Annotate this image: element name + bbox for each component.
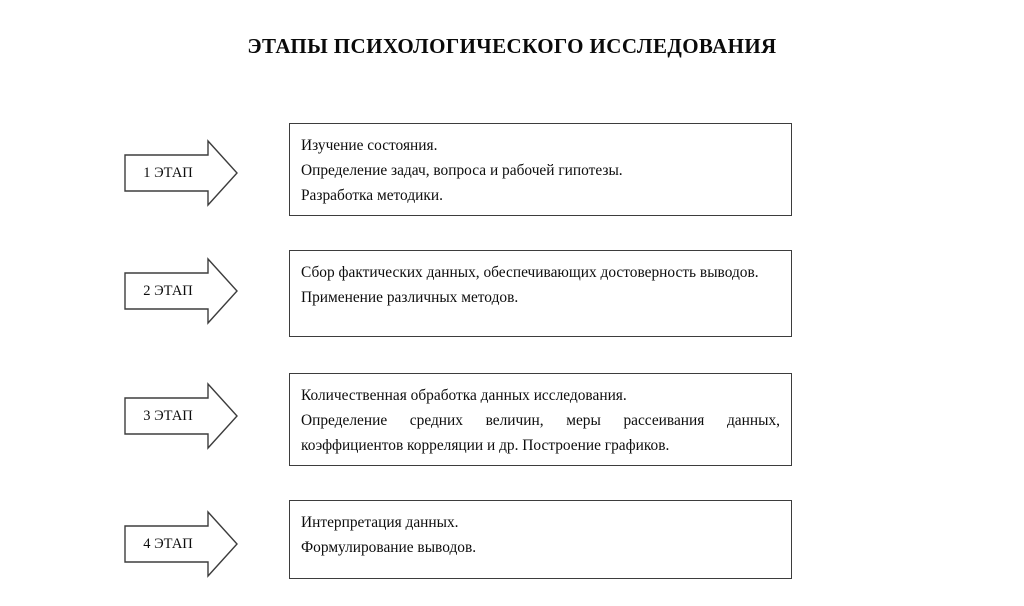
stage-arrow-label-3: 3 ЭТАП	[143, 408, 193, 424]
stage-box-line: Сбор фактических данных, обеспечивающих достоверность выводов.	[301, 264, 759, 281]
page-title: ЭТАПЫ ПСИХОЛОГИЧЕСКОГО ИССЛЕДОВАНИЯ	[247, 34, 777, 58]
stage-box-line: Количественная обработка данных исследования.	[301, 387, 627, 404]
stage-box-3	[289, 373, 792, 466]
stage-box-line: Определение средних величин, меры рассеивания данных, коэффициентов корреляции и др. Построение графиков.	[301, 412, 780, 454]
stage-box-line: Изучение состояния.	[301, 137, 438, 154]
stage-arrow-label-2: 2 ЭТАП	[143, 283, 193, 299]
stage-box-line: Формулирование выводов.	[301, 539, 477, 556]
stage-box-4	[289, 500, 792, 579]
stage-box-1	[289, 123, 792, 216]
stage-arrow-label-4: 4 ЭТАП	[143, 536, 193, 552]
stage-box-line: Разработка методики.	[301, 187, 443, 204]
stage-arrow-label-1: 1 ЭТАП	[143, 165, 193, 181]
stage-box-line: Определение задач, вопроса и рабочей гипотезы.	[301, 162, 623, 179]
stage-box-line: Применение различных методов.	[301, 289, 519, 306]
stage-box-2	[289, 250, 792, 337]
stage-box-line: Интерпретация данных.	[301, 514, 459, 531]
